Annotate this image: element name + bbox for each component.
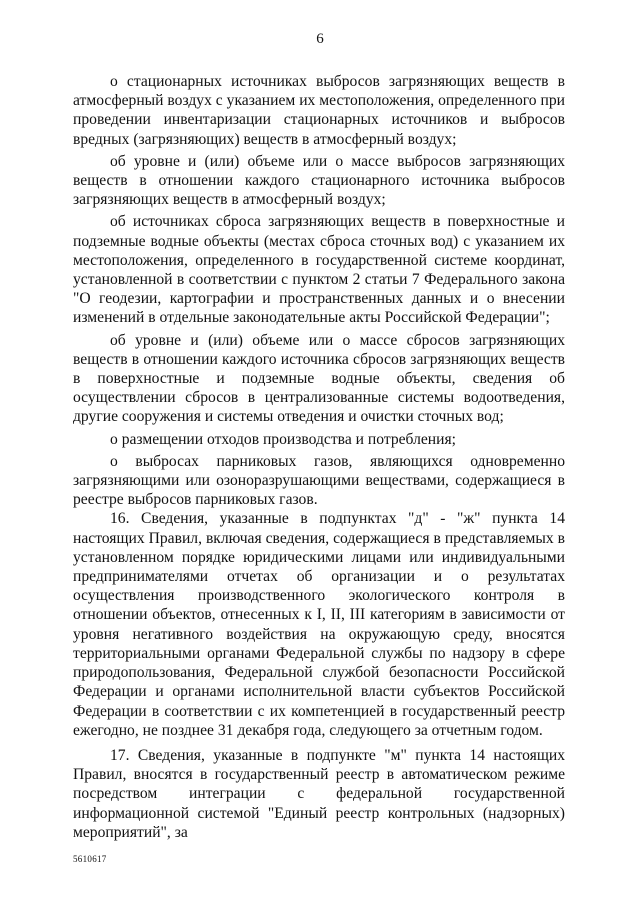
paragraph-discharge-volume: об уровне и (или) объеме или о массе сбросов загрязняющих веществ в отношении каждого источника сбросов загрязняющих веществ в поверхностные и подземные водные объекты, сведения об осуществлении сбросов в централизованные системы водоотведения, другие сооружения и системы отведения и очистки сточных вод; bbox=[73, 331, 565, 426]
paragraph-clause-16: 16. Сведения, указанные в подпунктах "д" - "ж" пункта 14 настоящих Правил, включая сведения, содержащиеся в представляемых в установленном порядке юридическими лицами или индивидуальными предпринимателями отчетах об организации и о результатах осуществления производственного экологического контроля в отношении объектов, отнесенных к I, II, III категориям в зависимости от уровня негативного воздействия на окружающую среду, вносятся территориальными органами Федеральной службы по надзору в сфере природопользования, Федеральной службой безопасности Российской Федерации и органами исполнительной власти субъектов Российской Федерации в соответствии с их компетенцией в государственный реестр ежегодно, не позднее 31 декабря года, следующего за отчетным годом. bbox=[73, 510, 565, 739]
paragraph-waste-placement: о размещении отходов производства и потребления; bbox=[110, 430, 456, 448]
document-code: 5610617 bbox=[73, 854, 107, 864]
paragraph-clause-17: 17. Сведения, указанные в подпункте "м" пункта 14 настоящих Правил, вносятся в государственный реестр в автоматическом режиме посредством интеграции с федеральной государственной информационной системой "Единый реестр контрольных (надзорных) мероприятий", за bbox=[73, 746, 565, 841]
paragraph-emission-volume: об уровне и (или) объеме или о массе выбросов загрязняющих веществ в отношении каждого стационарного источника выбросов загрязняющих веществ в атмосферный воздух; bbox=[73, 152, 565, 209]
page-number: 6 bbox=[316, 31, 324, 47]
paragraph-greenhouse-emissions: о выбросах парниковых газов, являющихся одновременно загрязняющими или озоноразрушающими веществами, содержащиеся в реестре выбросов парниковых газов. bbox=[73, 452, 565, 509]
paragraph-stationary-emission-sources: о стационарных источниках выбросов загрязняющих веществ в атмосферный воздух с указанием их местоположения, определенного при проведении инвентаризации стационарных источников и выбросов вредных (загрязняющих) веществ в атмосферный воздух; bbox=[73, 73, 565, 148]
paragraph-discharge-sources: об источниках сброса загрязняющих веществ в поверхностные и подземные водные объекты (местах сброса сточных вод) с указанием их местоположения, определенного в государственной системе координат, установленной в соответствии с пунктом 2 статьи 7 Федерального закона "О геодезии, картографии и пространственных данных и о внесении изменений в отдельные законодательные акты Российской Федерации"; bbox=[73, 213, 565, 327]
document-body bbox=[73, 72, 565, 842]
